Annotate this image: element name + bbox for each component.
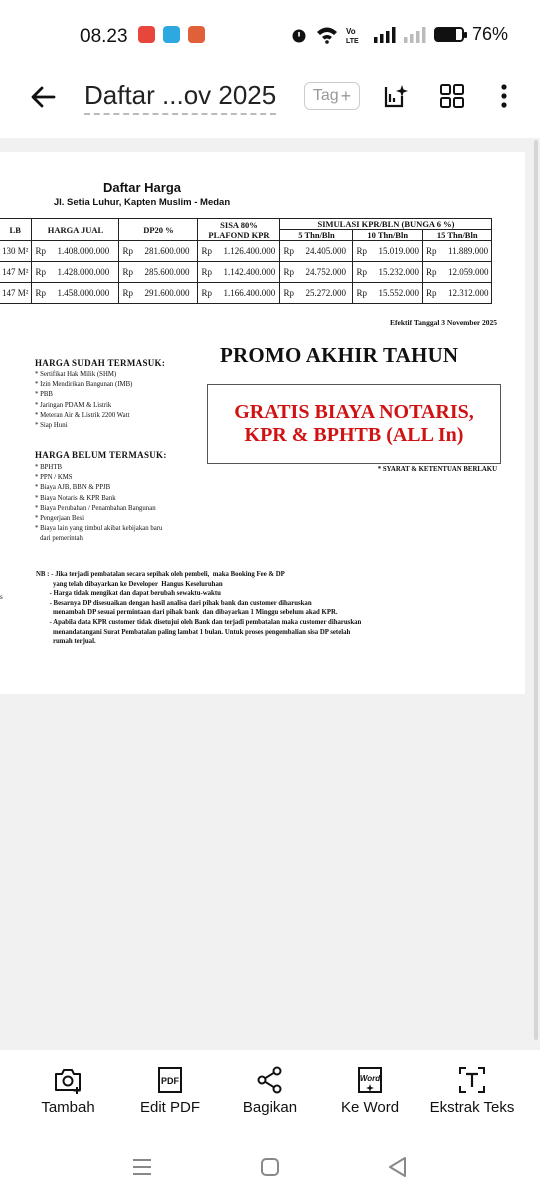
currency: Rp [201,246,212,256]
status-right [290,24,508,45]
list-item: * Siap Huni [35,422,68,430]
extract-text-icon [457,1065,487,1095]
back-arrow-icon[interactable] [28,82,58,112]
cell-value: 1.428.000.000 [57,267,110,277]
note-line: - Harga tidak mengikat dan dapat berubah sewaktu-waktu [36,590,221,598]
list-item: * Biaya lain yang timbul akibat kebijakan baru [35,525,163,533]
list-item: * Izin Mendirikan Bangunan (IMB) [35,381,133,389]
edit-pdf-button[interactable] [120,1065,220,1116]
share-icon [255,1065,285,1095]
table-row [0,262,492,283]
list-item: * Pengerjaan Besi [35,515,85,523]
signal-icon-2 [404,27,426,43]
currency: Rp [122,288,133,298]
bottom-action-bar [0,1055,540,1135]
currency: Rp [122,246,133,256]
cell-value: 12.059.000 [447,267,489,277]
promo-line-1: GRATIS BIAYA NOTARIS, [234,401,474,423]
cell-sisa [198,283,280,304]
cut-off-text: s [0,593,3,601]
cell-10thn [353,241,423,262]
alarm-icon [290,26,308,44]
currency: Rp [425,288,437,298]
cell-value: 1.126.400.000 [223,246,276,256]
ekstrak-teks-button[interactable] [422,1065,522,1116]
th-15thn: 15 Thn/Bln [422,230,492,241]
doc-address: Jl. Setia Luhur, Kapten Muslim - Medan [53,197,231,208]
game-app-icon [188,26,205,43]
document-title[interactable]: Daftar ...ov 2025 [84,80,276,115]
list-item: * BPHTB [35,464,63,471]
battery-icon [434,27,464,42]
battery-percent: 76% [472,24,509,44]
pdf-icon [155,1065,185,1095]
promo-title: PROMO AKHIR TAHUN [220,343,459,367]
cell-5thn [280,241,353,262]
status-bar [0,0,540,72]
currency: Rp [201,288,212,298]
excluded-list [35,463,162,545]
currency: Rp [283,246,294,256]
status-time: 08.23 [80,26,128,47]
th-dp: DP20 % [119,219,198,241]
th-sisa-line1: SISA 80% [220,219,258,230]
cell-lb: 147 M² [0,262,32,283]
svg-text:Vo: Vo [346,26,356,36]
cell-dp [119,241,198,262]
cell-value: 281.600.000 [144,246,190,256]
notes-block [36,570,466,647]
cell-value: 1.458.000.000 [57,288,110,298]
ekstrak-teks-label: Ekstrak Teks [429,1099,515,1116]
more-vert-icon[interactable] [490,82,518,110]
currency: Rp [356,288,367,298]
cell-value: 15.552.000 [378,288,419,298]
bagikan-button[interactable] [220,1065,320,1116]
currency: Rp [425,267,437,277]
cell-10thn [353,262,423,283]
cell-value: 1.408.000.000 [57,246,110,256]
list-item: * Biaya Notaris & KPR Bank [35,494,116,502]
svg-text:LTE: LTE [346,37,359,44]
terms-note: * SYARAT & KETENTUAN BERLAKU [377,466,497,473]
price-table [0,218,492,304]
currency: Rp [35,246,46,256]
cell-value: 24.405.000 [305,246,346,256]
currency: Rp [283,267,294,277]
cell-value: 12.312.000 [447,288,489,298]
pdf-page [0,152,525,694]
included-list [35,370,132,431]
svg-text:Word: Word [359,1074,381,1083]
cell-15thn [422,241,492,262]
list-item: * PBB [35,391,53,399]
th-5thn: 5 Thn/Bln [280,230,353,241]
cell-sisa [198,241,280,262]
list-item: * Meteran Air & Listrik 2200 Watt [35,411,130,419]
ai-book-icon[interactable] [382,82,410,110]
edit-pdf-label: Edit PDF [139,1099,200,1116]
notification-icons [138,26,205,43]
ke-word-button[interactable] [320,1065,420,1116]
cell-value: 285.600.000 [144,267,190,277]
currency: Rp [356,267,367,277]
doc-title: Daftar Harga [102,180,182,195]
cell-value: 15.232.000 [378,267,419,277]
plus-icon: + [340,85,352,106]
th-lb: LB [0,219,32,241]
promo-line-2: KPR & BPHTB (ALL In) [244,424,464,446]
cell-value: 1.142.400.000 [223,267,276,277]
cell-value: 15.019.000 [378,246,419,256]
svg-text:PDF: PDF [161,1076,179,1086]
currency: Rp [35,267,46,277]
signal-icon [374,27,396,43]
excluded-heading: HARGA BELUM TERMASUK: [35,450,167,460]
cell-5thn [280,262,353,283]
currency: Rp [283,288,294,298]
table-row [0,241,492,262]
tag-button[interactable] [304,82,360,110]
note-line: - Besarnya DP disesuaikan dengan hasil analisa dari pihak bank dan customer diharuskan [36,599,312,607]
currency: Rp [425,246,437,256]
cell-15thn [422,283,492,304]
cell-value: 1.166.400.000 [223,288,276,298]
currency: Rp [201,267,212,277]
add-camera-icon [53,1065,83,1095]
cell-harga [32,262,119,283]
cell-lb: 147 M² [0,283,32,304]
cell-value: 25.272.000 [305,288,346,298]
system-nav-bar [0,1140,540,1200]
currency: Rp [35,288,46,298]
included-heading: HARGA SUDAH TERMASUK: [35,358,166,368]
list-item: * Biaya Perubahan / Penambahan Bangunan [35,504,156,512]
back-triangle-icon[interactable] [386,1155,410,1179]
currency: Rp [122,267,133,277]
promo-box [207,384,501,464]
note-line: menambah DP sesuai permintaan dari pihak bank dan dibayarkan 1 Minggu sebelum akad KPR. [36,609,338,617]
tambah-label: Tambah [41,1099,95,1116]
word-icon [355,1065,385,1095]
note-line: - Apabila data KPR customer tidak disetujui oleh Bank dan terjadi pembatalan maka customer diharuskan [36,618,362,626]
wifi-icon [316,26,338,44]
note-line: menandatangani Surat Pembatalan paling lambat 1 bulan. Untuk proses pengembalian sisa DP setelah [36,628,351,636]
cell-value: 24.752.000 [305,267,346,277]
recents-menu-icon[interactable] [130,1155,154,1179]
th-simulasi: SIMULASI KPR/BLN (BUNGA 6 %) [280,219,492,230]
cell-value: 11.889.000 [447,246,489,256]
th-10thn: 10 Thn/Bln [353,230,423,241]
scrollbar[interactable] [534,140,538,1040]
list-item: * Sertifikat Hak Milik (SHM) [35,371,117,378]
cell-harga [32,241,119,262]
th-sisa [198,219,280,241]
shopping-app-icon [138,26,155,43]
home-icon[interactable] [258,1155,282,1179]
tag-label: Tag [312,87,339,104]
list-item: * PPN / KMS [35,474,73,482]
list-item: dari pemerintah [35,535,83,543]
grid-icon[interactable] [438,82,466,110]
cell-10thn [353,283,423,304]
table-header-row [0,219,492,230]
note-line: rumah terjual. [36,638,96,646]
cell-5thn [280,283,353,304]
bagikan-label: Bagikan [242,1099,298,1116]
cell-sisa [198,262,280,283]
list-item: * Biaya AJB, BBN & PPJB [35,484,111,492]
list-item: * Jaringan PDAM & Listrik [35,401,112,409]
cell-lb: 130 M² [0,241,32,262]
cell-15thn [422,262,492,283]
cell-dp [119,283,198,304]
cell-value: 291.600.000 [144,288,190,298]
currency: Rp [356,246,367,256]
cell-harga [32,283,119,304]
cart-app-icon [163,26,180,43]
ke-word-label: Ke Word [340,1099,400,1116]
top-toolbar [0,72,540,136]
note-line: NB : - Jika terjadi pembatalan secara sepihak oleh pembeli, maka Booking Fee & DP [36,571,285,578]
effective-date: Efektif Tanggal 3 November 2025 [390,318,497,327]
cell-dp [119,262,198,283]
volte-icon [346,26,366,44]
th-sisa-line2: PLAFOND KPR [208,229,270,240]
th-harga-jual: HARGA JUAL [32,219,119,241]
table-row [0,283,492,304]
tambah-button[interactable] [18,1065,118,1116]
note-line: yang telah dibayarkan ke Developer Hangus Keseluruhan [36,580,223,588]
